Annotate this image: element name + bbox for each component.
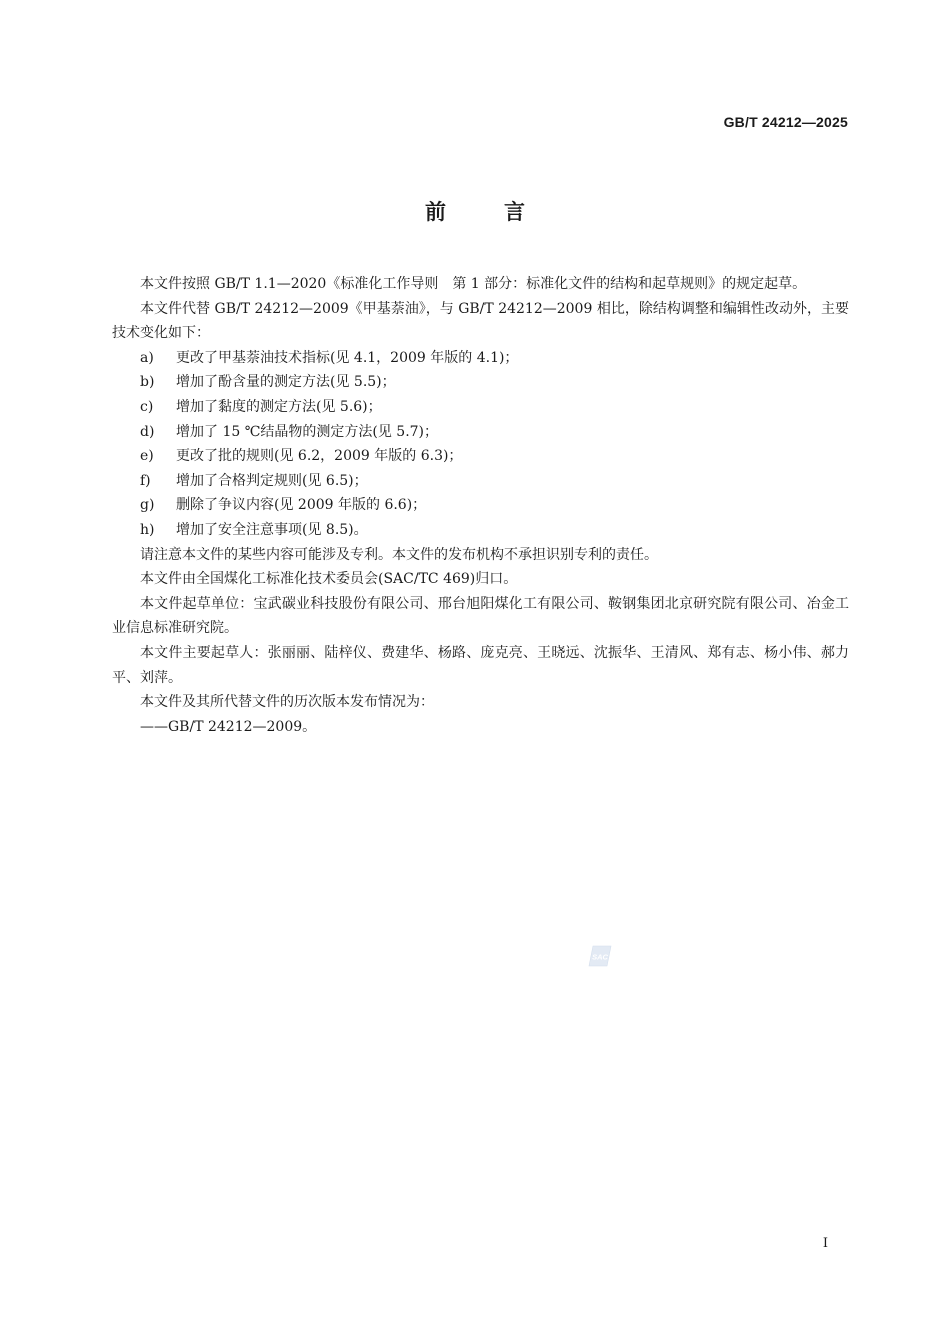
changes-list (112, 346, 849, 543)
list-marker: f) (140, 472, 151, 489)
list-text: 增加了合格判定规则(见 6.5)； (176, 472, 368, 489)
list-text: 更改了批的规则(见 6.2，2009 年版的 6.3)； (176, 448, 463, 465)
list-item (112, 444, 849, 469)
list-marker: d) (140, 423, 155, 440)
list-text: 增加了黏度的测定方法(见 5.6)； (176, 398, 382, 415)
page-number: I (822, 1236, 828, 1251)
list-marker: b) (140, 374, 155, 391)
list-item (112, 469, 849, 494)
list-marker: g) (140, 497, 155, 514)
list-item (112, 395, 849, 420)
list-text: 增加了酚含量的测定方法(见 5.5)； (176, 374, 396, 391)
paragraph-committee: 本文件由全国煤化工标准化技术委员会(SAC/TC 469)归口。 (140, 571, 518, 588)
paragraph-replacement: 本文件代替 GB/T 24212—2009《甲基萘油》，与 GB/T 24212—2009 相比，除结构调整和编辑性改动外，主要技术变化如下： (112, 300, 849, 342)
list-item (112, 370, 849, 395)
page-title: 前言 (425, 200, 583, 224)
standard-number: GB/T 24212—2025 (723, 114, 848, 130)
history-item: ——GB/T 24212—2009。 (140, 718, 317, 735)
paragraph-drafters: 本文件主要起草人：张丽丽、陆梓仪、费建华、杨路、庞克亮、王晓远、沈振华、王清风、郑有志、杨小伟、郝力平、刘萍。 (112, 644, 849, 686)
list-marker: h) (140, 521, 155, 538)
list-item (112, 518, 849, 543)
paragraph-history-intro: 本文件及其所代替文件的历次版本发布情况为： (140, 694, 434, 711)
list-item (112, 346, 849, 371)
list-text: 增加了 15 ℃结晶物的测定方法(见 5.7)； (176, 423, 439, 440)
list-item (112, 493, 849, 518)
document-body (112, 272, 849, 739)
list-text: 删除了争议内容(见 2009 年版的 6.6)； (176, 497, 427, 514)
paragraph-basis: 本文件按照 GB/T 1.1—2020《标准化工作导则 第 1 部分：标准化文件的结构和起草规则》的规定起草。 (140, 276, 807, 292)
paragraph-patent: 请注意本文件的某些内容可能涉及专利。本文件的发布机构不承担识别专利的责任。 (140, 546, 658, 563)
svg-text:SAC: SAC (592, 952, 608, 962)
list-marker: a) (140, 349, 154, 366)
list-item (112, 420, 849, 445)
list-marker: e) (140, 448, 154, 465)
paragraph-drafting-units: 本文件起草单位：宝武碳业科技股份有限公司、邢台旭阳煤化工有限公司、鞍钢集团北京研究院有限公司、冶金工业信息标准研究院。 (112, 595, 849, 637)
list-text: 增加了安全注意事项(见 8.5)。 (176, 521, 368, 538)
sac-watermark-logo (587, 944, 613, 968)
list-text: 更改了甲基萘油技术指标(见 4.1，2009 年版的 4.1)； (176, 349, 519, 366)
list-marker: c) (140, 398, 154, 415)
